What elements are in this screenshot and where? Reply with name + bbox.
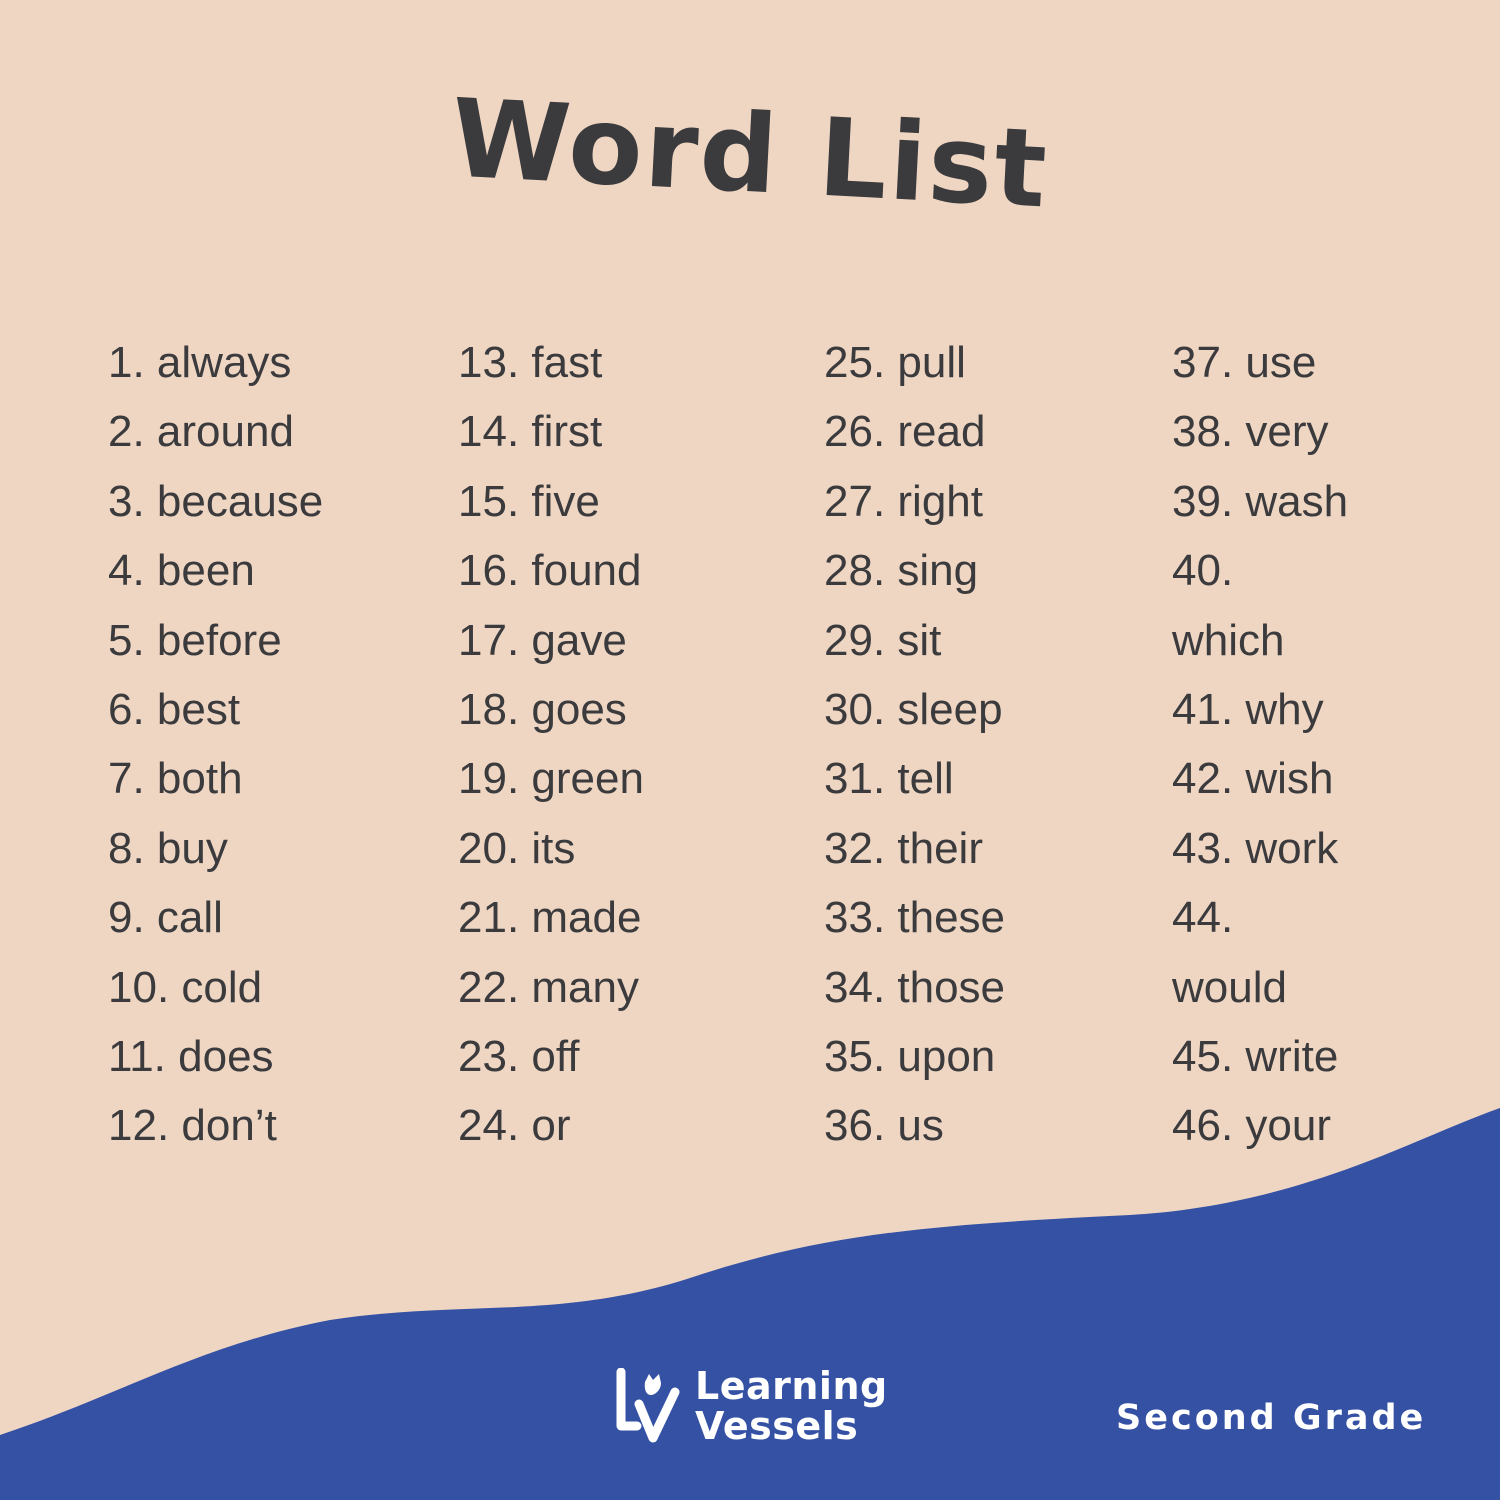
brand-line-2: Vessels	[695, 1404, 859, 1448]
word-item: 15. five	[458, 476, 600, 526]
word-item: 39. wash	[1172, 476, 1349, 526]
word-item: 4. been	[108, 546, 255, 596]
word-item: 34. those	[824, 962, 1006, 1012]
grade-label: Second Grade	[1116, 1398, 1427, 1438]
word-item: 40.	[1172, 546, 1234, 596]
word-item: 36. us	[824, 1101, 944, 1151]
word-column-2	[458, 328, 644, 1161]
word-item: 6. best	[108, 684, 241, 734]
word-item: would	[1172, 962, 1287, 1012]
word-item: 29. sit	[824, 615, 942, 665]
word-item: 16. found	[458, 546, 642, 596]
word-item: 35. upon	[824, 1031, 996, 1081]
word-item: 31. tell	[824, 754, 954, 804]
word-item: 18. goes	[458, 684, 627, 734]
word-item: 43. work	[1172, 823, 1339, 873]
word-item: 25. pull	[824, 338, 966, 387]
word-item: 38. very	[1172, 407, 1329, 457]
word-item: 45. write	[1172, 1031, 1339, 1081]
word-item: 14. first	[458, 407, 603, 457]
word-item: 7. both	[108, 754, 243, 804]
word-item: 42. wish	[1172, 754, 1334, 804]
brand-line-1: Learning	[695, 1364, 888, 1408]
word-item: 24. or	[458, 1101, 571, 1151]
word-column-1	[108, 328, 323, 1161]
word-item: 11. does	[108, 1031, 274, 1081]
word-item: 33. these	[824, 893, 1006, 943]
word-column-3	[824, 328, 1005, 1161]
word-item: 12. don’t	[108, 1101, 277, 1151]
page-title: Word List	[448, 76, 1052, 233]
word-item: 2. around	[108, 407, 294, 457]
word-item: 27. right	[824, 476, 983, 526]
word-item: 32. their	[824, 823, 983, 873]
word-item: 20. its	[458, 823, 576, 873]
word-item: 30. sleep	[824, 684, 1003, 734]
word-item: 10. cold	[108, 962, 263, 1012]
word-item: 22. many	[458, 962, 639, 1012]
word-item: 8. buy	[108, 823, 228, 873]
word-item: 37. use	[1172, 338, 1317, 387]
word-item: 17. gave	[458, 615, 627, 665]
word-item: 28. sing	[824, 546, 979, 596]
word-item: 5. before	[108, 615, 282, 665]
word-item: 26. read	[824, 407, 986, 457]
word-item: 13. fast	[458, 338, 603, 387]
learning-vessels-logo	[615, 1366, 888, 1446]
word-item: 3. because	[108, 476, 324, 526]
word-item: 9. call	[108, 893, 223, 943]
word-column-4	[1172, 328, 1348, 1161]
word-item: 46. your	[1172, 1101, 1331, 1151]
word-item: 23. off	[458, 1031, 580, 1081]
word-item: 19. green	[458, 754, 644, 804]
lv-logo-icon	[615, 1368, 681, 1444]
word-item: 41. why	[1172, 684, 1324, 734]
word-item: which	[1172, 615, 1285, 665]
word-item: 1. always	[108, 338, 292, 387]
word-item: 21. made	[458, 893, 642, 943]
word-item: 44.	[1172, 893, 1234, 943]
